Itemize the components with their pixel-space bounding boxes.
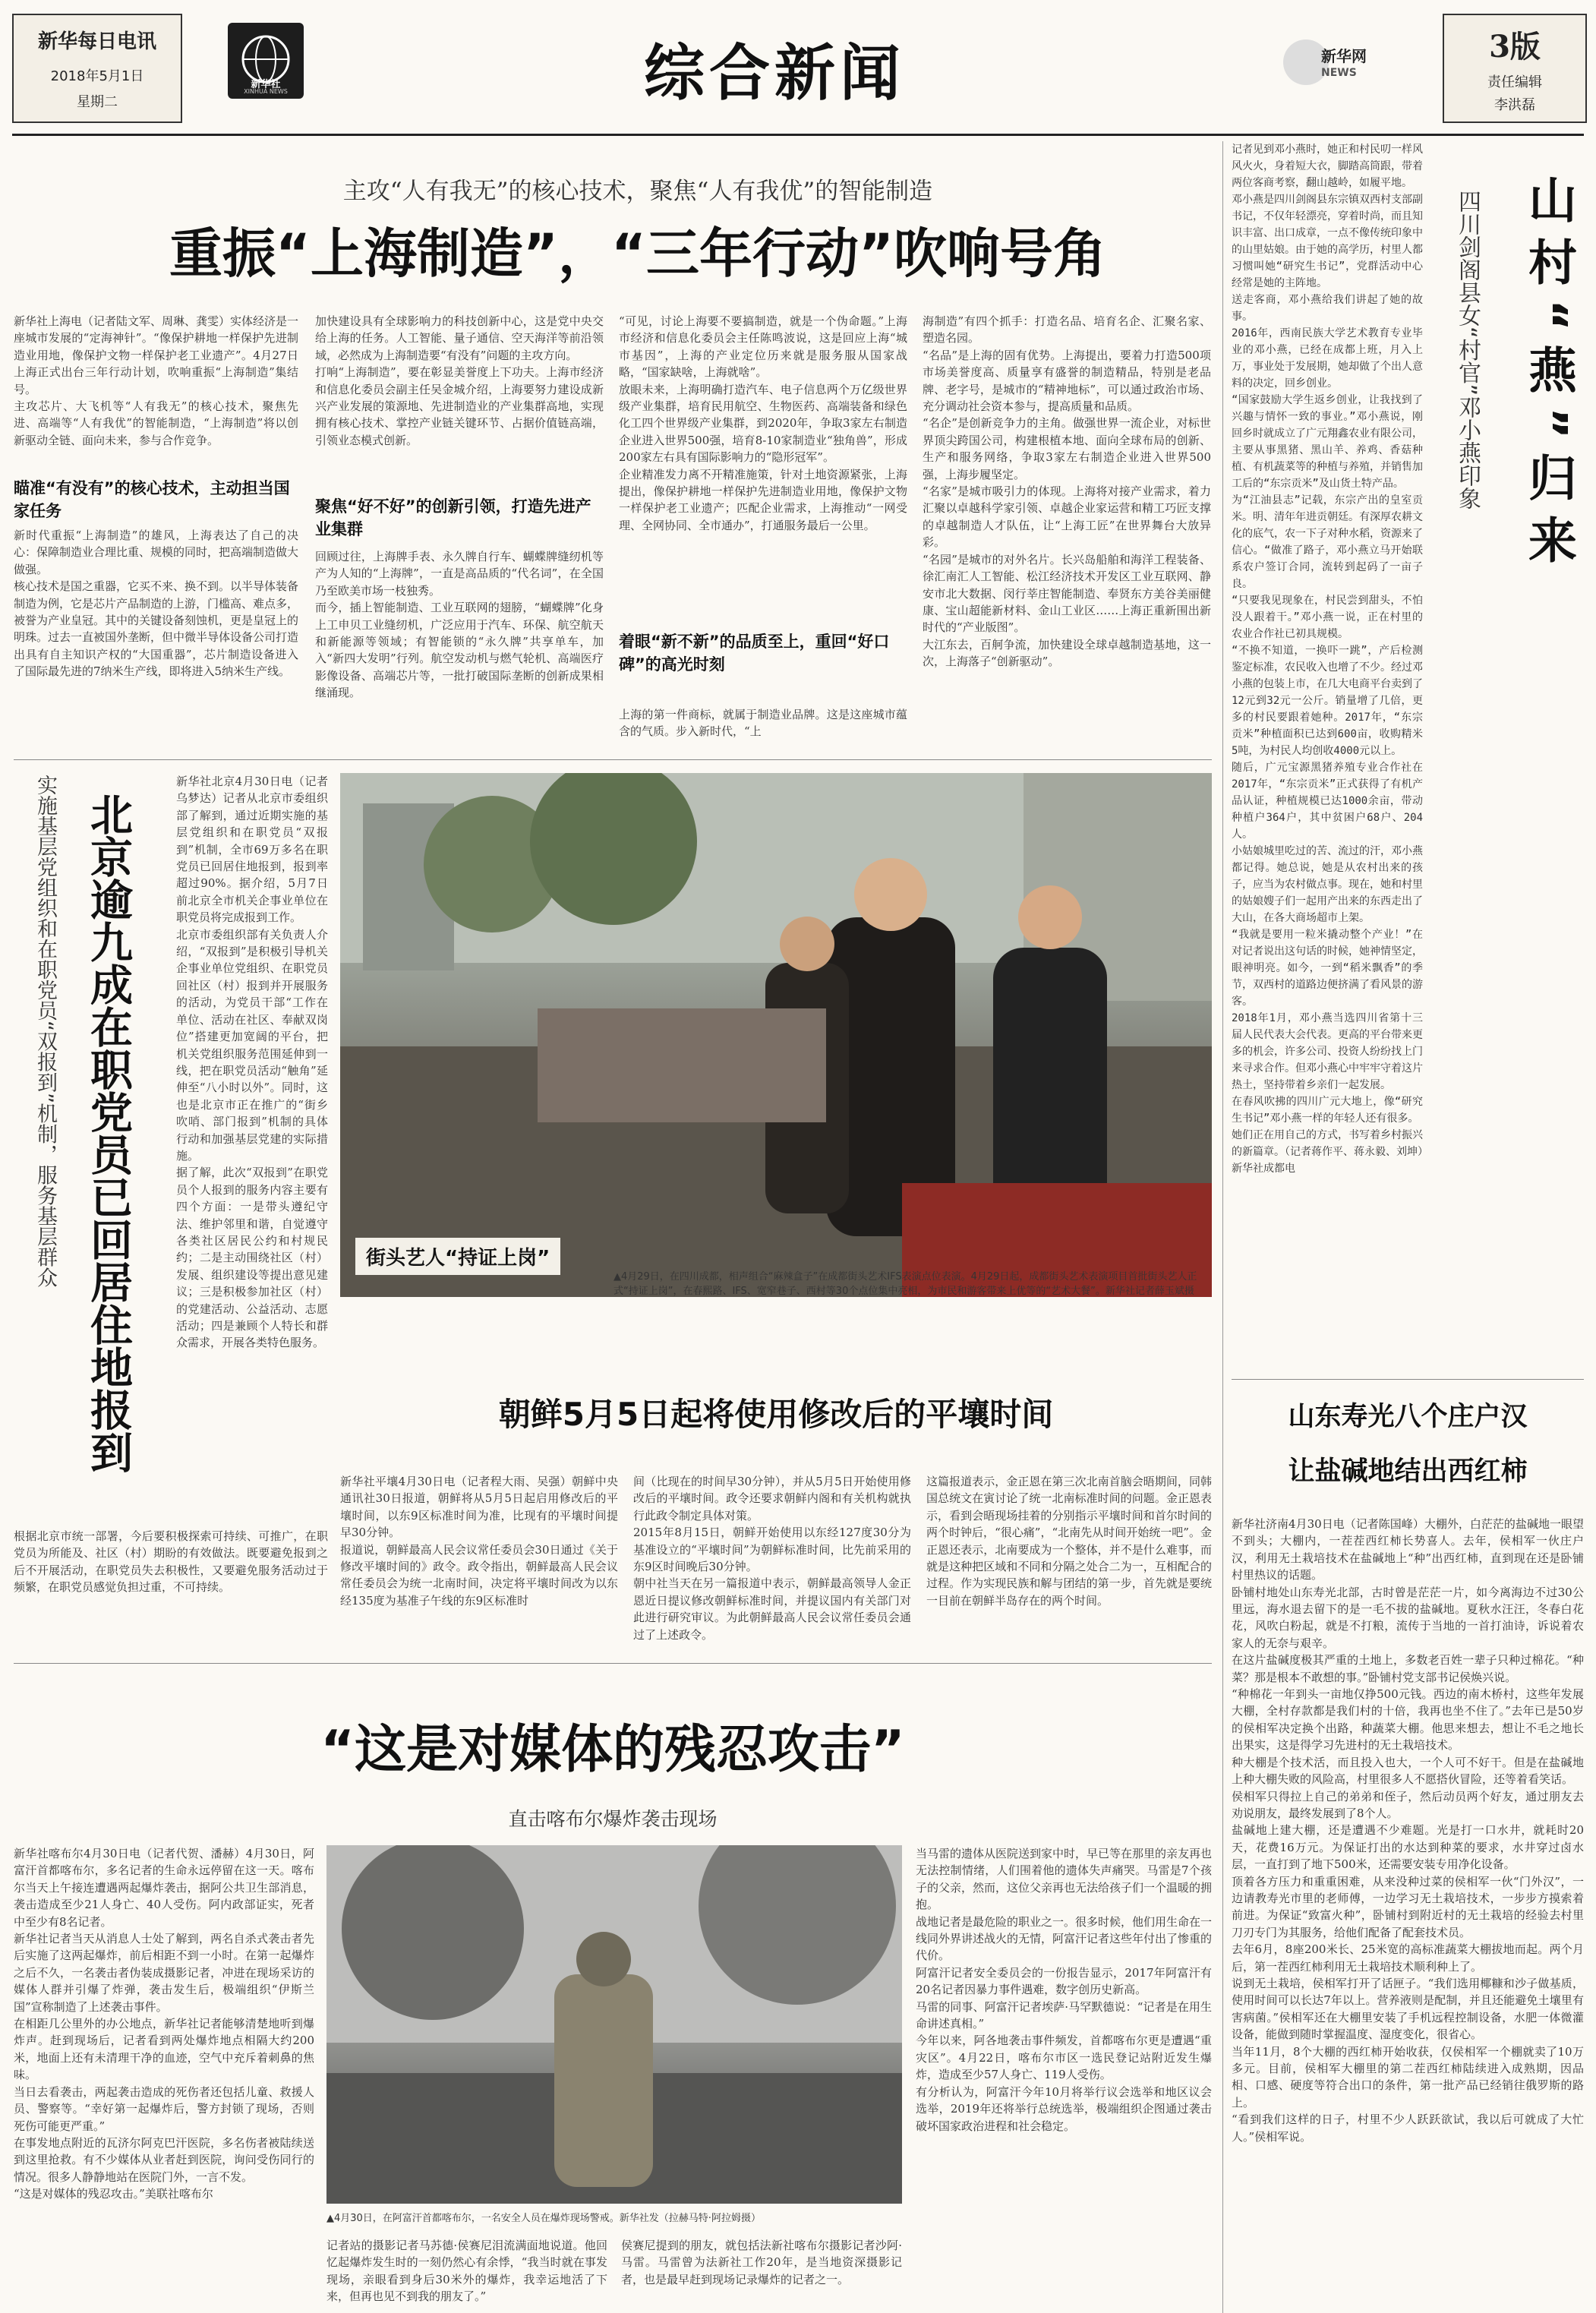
a6-col1: 新华社喀布尔4月30日电（记者代贺、潘赫）4月30日，阿富汗首都喀布尔，多名记者的生命永远停留在这一天。喀布尔当天上午接连遭遇两起爆炸袭击，据阿公共卫生部消息，袭击造成至少21人身亡、40人受伤。阿内政部证实，死者中至少有8名记者。 新华社记者当天从消息人士处了解到，两名自杀式袭击者先后实施了这两起爆炸，前后相距不到一小时。在第一起爆炸之后不久，一名袭击者伪装成摄影记者，冲进在现场采访的媒体人群并引爆了炸弹，袭击发生后，极端组织“伊斯兰国”宣称制造了上述袭击事件。 在相距几公里外的办公地点，新华社记者能够清楚地听到爆炸声。赶到现场后，记者看到两处爆炸地点相隔大约200米，地面上还有未清理干净的血迹，空气中充斥着刺鼻的焦味。 当日去看袭击，两起袭击造成的死伤者还包括儿童、救援人员、警察等。“幸好第一起爆炸后，警方封锁了现场，否则死伤可能更严重。” 在事发地点附近的瓦济尔阿克巴汗医院，多名伤者被陆续送到这里抢救。有不少媒体从业者赶到医院，询问受伤同行的情况。很多人静静地站在医院门外，一言不发。 “这是对媒体的残忍攻击。”美联社喀布尔 — [14, 1847, 314, 2201]
a6-col2: 当马雷的遗体从医院送到家中时，早已等在那里的亲友再也无法控制情绪，人们围着他的遗体失声痛哭。马雷是7个孩子的父亲，然而，这位父亲再也无法给孩子们一个温暖的拥抱。 战地记者是最危险的职业之一。很多时候，他们用生命在一线同外界讲述战火的无情，阿富汗记者这些年付出了惨重的代价。 阿富汗记者安全委员会的一份报告显示，2017年阿富汗有20名记者因暴力事件遇难，数字创历史新高。 马雷的同事、阿富汗记者埃萨·马罕默德说：“记者是在用生命讲述真相。” 今年以来，阿各地袭击事件频发，首都喀布尔更是遭遇“重灾区”。4月22日，喀布尔市区一选民登记站附近发生爆炸，造成至少57人身亡、119人受伤。 有分析认为，阿富汗今年10月将举行议会选举和地区议会选举，2019年还将举行总统选举，极端组织企图通过袭击破坏国家政治进程和社会稳定。 — [916, 1847, 1212, 2133]
page-number: 3版 — [1489, 29, 1541, 65]
kabul-photo-caption: ▲4月30日，在阿富汗首都喀布尔，一名安全人员在爆炸现场警戒。新华社发（拉赫马特·阿拉姆摄） — [326, 2213, 761, 2224]
a3-title: 朝鲜5月5日起将使用修改后的平壤时间 — [498, 1396, 1054, 1433]
a6-col4: 侯赛尼提到的朋友，就包括法新社喀布尔摄影记者沙阿·马雷。马雷曾为法新社工作20年，是当地资深摄影记者，也是最早赶到现场记录爆炸的记者之一。 — [621, 2239, 902, 2286]
logo-left-text: 新华社 — [251, 79, 281, 90]
a1-bottom-rule — [14, 759, 1212, 760]
a4-kicker: 四川剑阁县女“村官”邓小燕印象 — [1454, 190, 1481, 510]
editor-label: 责任编辑 — [1487, 74, 1542, 90]
editor-name: 李洪磊 — [1494, 97, 1535, 113]
a6-kicker: 直击喀布尔爆炸袭击现场 — [508, 1808, 718, 1830]
paper-name: 新华每日电讯 — [37, 30, 156, 53]
masthead — [0, 0, 1596, 129]
a3-col3: 这篇报道表示，金正恩在第三次北南首脑会晤期间，同韩国总统文在寅讨论了统一北南标准时间的问题。金正恩表示，看到会晤现场挂着的分别指示平壤时间和首尔时间的两个时钟后，“很心痛”，“北南先从时间开始统一吧”。金正恩还表示，北南要成为一个整体，并不是什么难事，而就是这种把区域和不同和分隔之处合二为一，互相配合的过程。作为实现民族和解与团结的第一步，首先就是要统一目前在朝鲜半岛存在的两个时间。 — [926, 1475, 1212, 1608]
photo-scene — [340, 773, 1212, 1297]
kabul-photo — [326, 1845, 902, 2204]
right-column-divider — [1222, 141, 1223, 2313]
issue-date: 2018年5月1日 — [50, 68, 144, 84]
xinhuanet-logo — [1283, 33, 1374, 94]
a1-kicker: 主攻“人有我无”的核心技术，聚焦“人有我优”的智能制造 — [342, 178, 933, 205]
logo-right-subtext: NEWS — [1321, 67, 1357, 79]
a5-title1: 山东寿光八个庄户汉 — [1288, 1402, 1528, 1432]
xinhua-logo — [228, 23, 304, 99]
a5-title2: 让盐碱地结出西红柿 — [1288, 1456, 1528, 1487]
a4-col1: 记者见到邓小燕时，她正和村民叨一样风风火火，身着短大衣，脚踏高筒跟，带着两位客商考察，翻山越岭，如履平地。 邓小燕是四川剑阁县东宗镇双西村支部副书记，不仅年轻漂亮，穿着时尚，而且知识丰富、出口成章，一点不像传统印象中的山里姑娘。由于她的高学历，村里人都习惯叫她“研究生书记”，党群活动中心经常是她的主阵地。 送走客商，邓小燕给我们讲起了她的故事。 2016年，西南民族大学艺术教育专业毕业的邓小燕，已经在成都上班，月入上万，事业处于发展期，她却做了个出人意料的决定，回乡创业。 “国家鼓励大学生返乡创业，让我找到了兴趣与情怀一致的事业。”邓小燕说，刚回乡时就成立了广元翔鑫农业有限公司，主要从事黑猪、黑山羊、养鸡、香菇种植、有机蔬菜等的种植与养殖，并销售加工后的“东宗贡米”及山货土特产品。 为“江油县志”记载，东宗产出的皇室贡米。明、清年年进贡朝廷。有深厚农耕文化的底气，农一下子对种水稻，资源来了信心。“做准了路子，邓小燕立马开始联系农户签订合同，流转到起码了一亩子良。 “只要我见现象在，村民尝到甜头，不怕没人跟着干。”邓小燕一说，正在村里的农业合作社已初具规模。 “不换不知道，一换吓一跳”，产后检测鉴定标准，农民收入也增了不少。经过邓小燕的包装上市，在几大电商平台卖到了12元到32元一公斤。销量增了几倍，更多的村民要跟着她种。2017年，“东宗贡米”种植面积已达到600亩，收购精米5吨，为村民人均创收4000元以上。 随后，广元宝源黑猪养殖专业合作社在2017年，“东宗贡米”正式获得了有机产品认证，种植规模已达1000余亩，带动种植户364户，其中贫困户68户、204人。 小姑娘城里吃过的苦、流过的汗，邓小燕都记得。她总说，她是从农村出来的孩子，应当为农村做点事。现在，她和村里的姑娘嫂子们一起用产出来的东西走出了大山，在各大商场超市上架。 “我就是要用一粒米撬动整个产业！”在对记者说出这句话的时候，她神情坚定，眼神明亮。如今，一到“稻米飘香”的季节，双西村的道路边便挤满了看风景的游客。 2018年1月，邓小燕当选四川省第十三届人民代表大会代表。更高的平台带来更多的机会，许多公司、投资人纷纷找上门来寻求合作。但邓小燕心中牢牢守着这片热土，坚持带着乡亲们一起发展。 在春风吹拂的四川广元大地上，像“研究生书记”邓小燕一样的年轻人还有很多。 她们正在用自己的方式，书写着乡村振兴的新篇章。（记者蒋作平、蒋永毅、刘坤）新华社成都电 — [1232, 144, 1423, 1175]
logo-right-text: 新华网 — [1321, 47, 1367, 65]
header-rule — [12, 134, 1584, 136]
a1-col2-subhead: 聚焦“好不好”的创新引领，打造先进产业集群 — [315, 497, 591, 538]
paper-name-box — [12, 14, 182, 123]
a2-col1: 新华社北京4月30日电（记者乌梦达）记者从北京市委组织部了解到，通过近期实施的基层党组织和在职党员“双报到”机制，全市69万多名在职党员已回居住地报到，报到率超过90%。据介绍，5月7日前北京全市机关企事业单位在职党员将完成报到工作。 北京市委组织部有关负责人介绍，“双报到”是积极引导机关企事业单位党组织、在职党员回社区（村）报到并开展服务的活动，为党员干部“工作在单位、活动在社区、奉献双岗位”搭建更加宽阔的平台，把机关党组织服务范围延伸到一线，把在职党员活动“触角”延伸至“八小时以外”。同时，这也是北京市正在推广的“街乡吹哨、部门报到”机制的具体行动和加强基层党建的实际措施。 据了解，此次“双报到”在职党员个人报到的服务内容主要有四个方面：一是带头遵纪守法、维护邻里和谐，自觉遵守各类社区居民公约和村规民约；二是主动围绕社区（村）发展、组织建设等提出意见建议；三是积极参加社区（村）的党建活动、公益活动、志愿活动；四是兼顾个人特长和群众需求，开展各类特色服务。 — [176, 775, 328, 1350]
page-number-box — [1443, 14, 1587, 123]
logo-left-subtext: XINHUA NEWS — [244, 88, 288, 95]
section-title: 综合新闻 — [644, 37, 905, 109]
a1-col3-subhead: 着眼“新不新”的品质至上，重回“好口碑”的高光时刻 — [619, 633, 890, 674]
a6-title: “这是对媒体的残忍攻击” — [320, 1720, 905, 1780]
a4-title: 山村“燕”归来 — [1520, 175, 1576, 578]
a6-col3: 记者站的摄影记者马苏德·侯赛尼泪流满面地说道。他回忆起爆炸发生时的一刻仍然心有余悸，“我当时就在事发现场，亲眼看到身后30米外的爆炸，我幸运地活了下来，但再也见不到我的朋友了。” — [326, 2239, 607, 2304]
a3-col2: 间（比现在的时间早30分钟），并从5月5日开始使用修改后的平壤时间。政令还要求朝鲜内阁和有关机构就执行此政令制定具体对策。 2015年8月15日，朝鲜开始使用以东经127度30分为基准设立的“平壤时间”为朝鲜标准时间，比先前采用的东9区时间晚后30分钟。 朝中社当天在另一篇报道中表示，朝鲜最高领导人金正恩近日提议修改朝鲜标准时间，并提议国内有关部门对此进行研究审议。为此朝鲜最高人民会议常任委员会通过了上述政令。 — [633, 1475, 911, 1642]
kabul-scene — [326, 1845, 902, 2204]
a5-top-rule — [1232, 1379, 1584, 1380]
photo1-label: 街头艺人“持证上岗” — [355, 1238, 560, 1275]
a1-col2: 加快建设具有全球影响力的科技创新中心，这是党中央交给上海的任务。人工智能、量子通信、空天海洋等前沿领域，必然成为上海制造要“有没有”问题的主攻方向。 打响“上海制造”，要在彰显美誉度上下功夫。上海市经济和信息化委员会副主任吴金城介绍，上海要努力建设成新兴产业发展的策源地、先进制造业的产业集群高地，实现拥有核心技术、掌控产业链关键环节、占据价值链高端，引领业态模式创新。 — [315, 314, 604, 447]
a1-col2b: 回顾过往，上海牌手表、永久牌自行车、蝴蝶牌缝纫机等产为人知的“上海牌”，一直是高品质的“代名词”，在全国乃至欧美市场一枝独秀。 而今，插上智能制造、工业互联网的翅膀，“蝴蝶牌”化身上工申贝工业缝纫机，广泛应用于汽车、环保、航空航天和新能源等领域；有智能锁的“永久牌”共享单车，加入“新四大发明”行列。航空发动机与燃气轮机、高端医疗影像设备、高端芯片等，一批打破国际垄断的创新成果相继涌现。 — [315, 550, 604, 700]
a2-title: 北京逾九成在职党员已回居住地报到 — [84, 793, 133, 1473]
a5-col1: 新华社济南4月30日电（记者陈国峰）大棚外，白茫茫的盐碱地一眼望不到头；大棚内，一茬茬西红柿长势喜人。去年，侯相军一伙庄户汉，利用无土栽培技术在盐碱地上“种”出西红柿，直到现在还是卧铺村里热议的话题。 卧铺村地处山东寿光北部，古时曾是茫茫一片，如今离海边不过30公里远，海水退去留下的是一毛不拔的盐碱地。夏秋水汪汪，冬春白花花，风吹白粉起，就是不打粮，流传于当地的一首打油诗，诉说着农家人的无奈与艰辛。 在这片盐碱度极其严重的土地上，多数老百姓一辈子只种过棉花。“种菜？那是根本不敢想的事。”卧铺村党支部书记侯焕兴说。 “种棉花一年到头一亩地仅挣500元钱。西边的南木桥村，这些年发展大棚，全村存款都是我们村的十倍，我再也坐不住了。”去年已是50岁的侯相军决定换个出路，种蔬菜大棚。他思来想去，想让不毛之地长出果实，这是得学习先进村的无土栽培技术。 种大棚是个技术活，而且投入也大，一个人可不好干。但是在盐碱地上种大棚失败的风险高，村里很多人不愿搭伙冒险，还等着看笑话。 侯相军只得拉上自己的弟弟和侄子，然后动员两个好友，通过朋友去劝说朋友，最终发展到了8个人。 盐碱地上建大棚，还是遭遇不少难题。光是打一口水井，就耗时20天，花费16万元。为保证打出的水达到种菜的要求，水井穿过卤水层，一直打到了地下500米，还需要安装专用净化设备。 顶着各方压力和重重困难，从来没种过菜的侯相军一伙“门外汉”，一边请教寿光市里的老师傅，一边学习无土栽培技术，一步步方摸索着前进。为保证“致富火种”，卧铺村到附近村的无土栽培的经验去村里刀刃专门为其服务，给他们配备了配套技术员。 去年6月，8座200米长、25米宽的高标准蔬菜大棚拔地而起。两个月后，第一茬西红柿利用无土栽培技术顺利种上了。 说到无土栽培，侯相军打开了话匣子。“我们选用椰糠和沙子做基质，使用时间可以长达7年以上。营养液则是配制，并且还能避免土壤里有害病菌。”侯相军还在大棚里安装了手机远程控制设备，水肥一体微灌设备，能做到随时掌握温度、湿度变化，很省心。 当年11月，8个大棚的西红柿开始收获，仅侯相军一个棚就卖了10万多元。目前，侯相军大棚里的第二茬西红柿陆续进入成熟期，因品相、口感、硬度等符合出口的条件，第一批产品已经销往俄罗斯的路上。 “看到我们这样的日子，村里不少人跃跃欲试，我以后可就成了大忙人。”侯相军说。 — [1232, 1517, 1584, 2144]
a1-col1-subhead: 瞄准“有没有”的核心技术，主动担当国家任务 — [14, 479, 290, 520]
a1-title: 重振“上海制造”，“三年行动”吹响号角 — [169, 222, 1107, 285]
issue-weekday: 星期二 — [77, 94, 118, 110]
a1-col3b: 上海的第一件商标，就属于制造业品牌。这是这座城市蕴含的气质。步入新时代，“上 — [619, 708, 907, 739]
a6-top-rule — [14, 1663, 1212, 1664]
a1-col1: 新华社上海电（记者陆文军、周琳、龚雯）实体经济是一座城市发展的“定海神针”。“像保护耕地一样保护先进制造业用地，像保护文物一样保护老工业遗产”。4月27日上海正式出台三年行动计划，吹响重振“上海制造”集结号。 主攻芯片、大飞机等“人有我无”的核心技术，聚焦先进、高端等“人有我优”的智能制造，“上海制造”将以创新驱动全链、面向未来，参与合作竞争。 — [14, 314, 298, 447]
a1-col3: “可见，讨论上海要不要搞制造，就是一个伪命题。”上海市经济和信息化委员会主任陈鸣波说，这是回应上海“城市基因”，上海的产业定位历来就是服务服从国家战略，“国家缺啥，上海就啥”。 放眼未来，上海明确打造汽车、电子信息两个万亿级世界级产业集群，培育民用航空、生物医药、高端装备和绿色化工四个世界级产业集群，到2020年，争取3家左右制造企业进入世界500强，培育8-10家制造业“独角兽”，形成200家左右具有国际影响力的“隐形冠军”。 企业精准发力离不开精准施策，针对土地资源紧张，上海提出，像保护耕地一样保护先进制造业用地，像保护文物一样保护老工业遗产；匹配企业需求，上海推动“一网受理、全网协同、全市通办”，打通服务最后一公里。 — [619, 314, 907, 532]
photo1-caption: ▲4月29日，在四川成都，相声组合“麻辣盒子”在成都街头艺术IFS表演点位表演。4月29日起，成都街头艺术表演项目首批街头艺人正式“持证上岗”，在春熙路、IFS、宽窄巷子、西村等30个点位集中亮相，为市民和游客带来上优等的“艺术大餐”。新华社记者薛玉斌摄 — [613, 1271, 1197, 1297]
a1-col4: 海制造”有四个抓手：打造名品、培育名企、汇聚名家、塑造名园。 “名品”是上海的固有优势。上海提出，要着力打造500项市场美誉度高、质量享有盛誉的制造精品，特别是老品牌、老字号，是城市的“精神地标”，可以通过政治市场、充分调动社会资本参与，提高质量和品质。 “名企”是创新竞争力的主角。做强世界一流企业，对标世界顶尖跨国公司，构建根植本地、面向全球布局的创新、生产和服务网络，争取3家左右制造企业进入世界500强，上海步履坚定。 “名家”是城市吸引力的体现。上海将对接产业需求，着力汇聚以卓越科学家引领、卓越企业家运营和精工巧匠支撑的卓越制造人才队伍，让“上海工匠”在世界舞台大放异彩。 “名园”是城市的对外名片。长兴岛船舶和海洋工程装备、徐汇南汇人工智能、松江经济技术开发区工业互联网、静安市北大数据、闵行莘庄智能制造、奉贤东方美谷美丽健康、宝山超能新材料、金山工业区……上海正重新围出新时代的“产业版图”。 大江东去，百舸争流，加快建设全球卓越制造基地，这一次，上海落子“创新驱动”。 — [923, 314, 1211, 669]
street-performer-photo — [340, 773, 1212, 1297]
a2-kicker: 实施基层党组织和在职党员“双报到”机制，服务基层群众 — [33, 775, 57, 1288]
a1-col1b: 新时代重振“上海制造”的雄风，上海表达了自己的决心：保障制造业合理比重、规模的同时，把高端制造做大做强。 核心技术是国之重器，它买不来、换不到。以半导体装备制造为例，它是芯片产品制造的上游，门槛高、难点多，被誉为产业皇冠。其中的关键设备刻蚀机，更是皇冠上的明珠。过去一直被国外垄断，但中微半导体设备公司打造出具有自主知识产权的“大国重器”，芯片制造设备进入了国际最先进的7纳米生产线，即将进入5纳米生产线。 — [14, 529, 298, 679]
a3-col1: 新华社平壤4月30日电（记者程大雨、吴强）朝鲜中央通讯社30日报道，朝鲜将从5月5日起启用修改后的平壤时间，以东9区标准时间为准，比现有的平壤时间提早30分钟。 报道说，朝鲜最高人民会议常任委员会30日通过《关于修改平壤时间的》政令。政令指出，朝鲜最高人民会议常任委员会为统一北南时间，决定将平壤时间改为以东经135度为基准子午线的东9区标准时 — [340, 1475, 618, 1608]
a2-col1b: 根据北京市统一部署，今后要积极探索可持续、可推广，在职党员为所能及、社区（村）期盼的有效做法。既要避免报到之后不开展活动，在职党员失去积极性，又要避免服务活动过于频繁，在职党员感觉负担过重，不可持续。 — [14, 1529, 328, 1595]
